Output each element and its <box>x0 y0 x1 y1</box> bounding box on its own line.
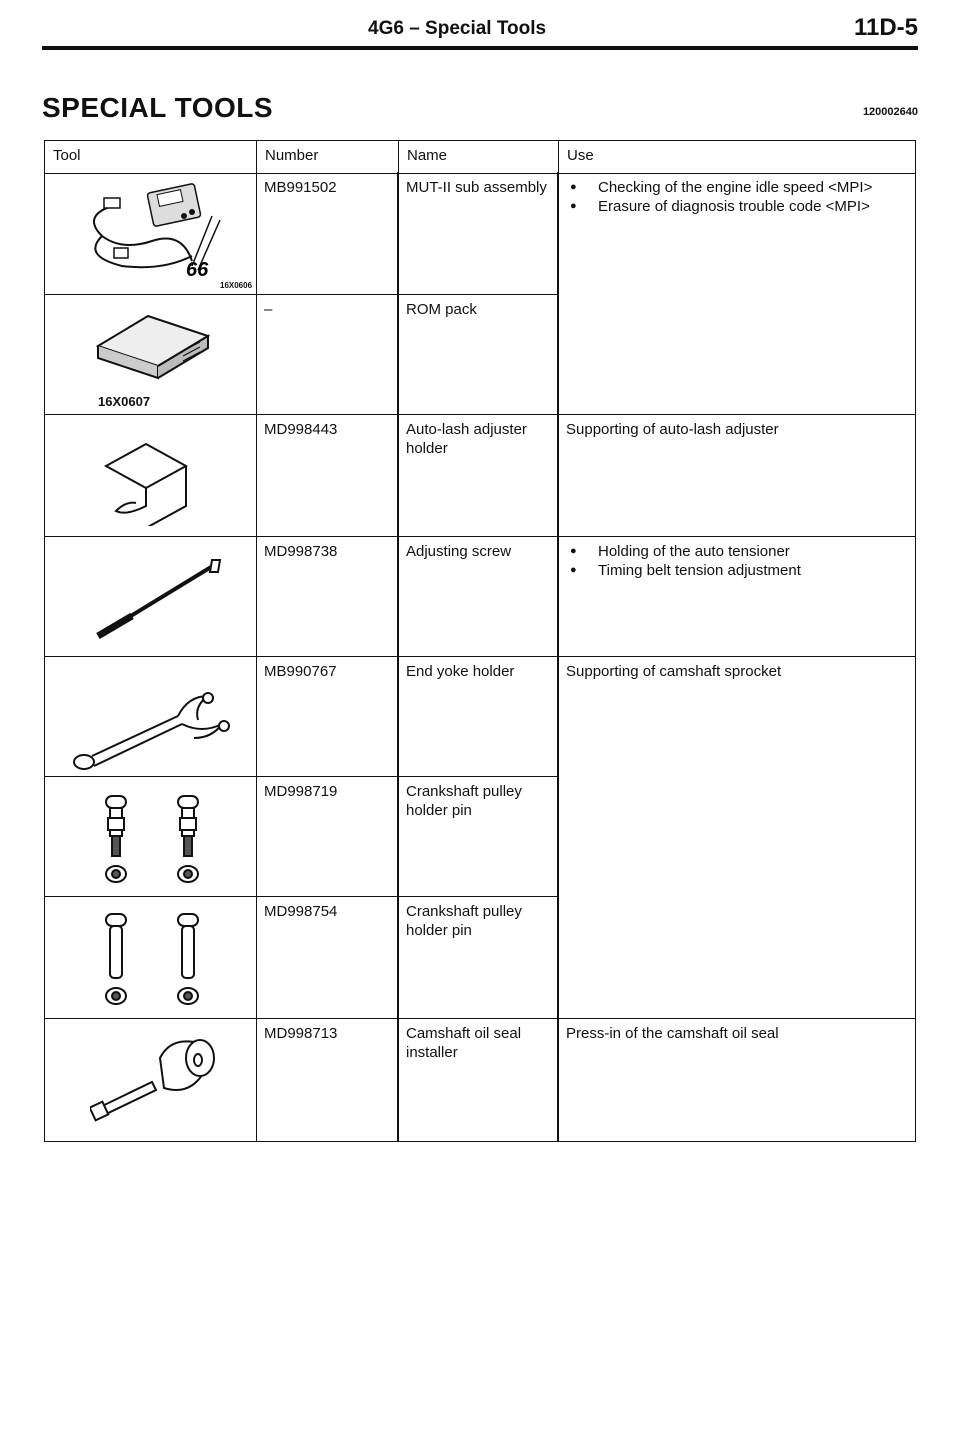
table-row <box>44 536 916 656</box>
use-item: ● Timing belt tension adjustment <box>566 561 908 580</box>
tool-name: Auto-lash adjuster holder <box>398 414 558 536</box>
tool-number: MD998719 <box>256 776 398 896</box>
oil-seal-installer-icon <box>90 1028 230 1128</box>
adjusting-screw-icon <box>92 554 232 644</box>
tool-image-cell <box>44 172 256 294</box>
table-header <box>45 141 915 174</box>
col-header-tool: Tool <box>45 141 257 173</box>
tool-number: MB990767 <box>256 656 398 776</box>
col-header-use: Use <box>567 147 594 164</box>
rom-pack-icon <box>88 306 218 386</box>
tool-number: MD998443 <box>256 414 398 536</box>
header-rule <box>42 46 918 50</box>
tool-name: Adjusting screw <box>398 536 558 656</box>
table-row <box>44 776 916 896</box>
tool-name: Crankshaft pulley holder pin <box>398 896 558 1018</box>
tool-use-empty <box>558 294 916 414</box>
col-header-number: Number <box>257 141 399 173</box>
tool-image-cell <box>44 776 256 896</box>
tool-number: MD998754 <box>256 896 398 1018</box>
tool-image-cell <box>44 896 256 1018</box>
tool-use <box>558 172 916 294</box>
table-row <box>44 656 916 776</box>
tool-name: MUT-II sub assembly <box>398 172 558 294</box>
tool-number: – <box>256 294 398 414</box>
tool-use-empty <box>558 776 916 896</box>
tool-name: End yoke holder <box>398 656 558 776</box>
holder-pin-icon <box>84 790 224 890</box>
tool-number: MD998713 <box>256 1018 398 1142</box>
tool-use: Press-in of the camshaft oil seal <box>566 1025 779 1042</box>
use-item: ● Checking of the engine idle speed <MPI> <box>566 178 908 197</box>
auto-lash-holder-icon <box>96 436 206 526</box>
table-row <box>44 294 916 414</box>
tool-use: Supporting of auto-lash adjuster <box>566 421 779 438</box>
use-item: ● Holding of the auto tensioner <box>566 542 908 561</box>
tool-name: Camshaft oil seal installer <box>398 1018 558 1142</box>
image-label: 16X0606 <box>220 281 253 290</box>
image-label: 16X0607 <box>98 394 151 409</box>
tool-name: Crankshaft pulley holder pin <box>398 776 558 896</box>
table-row <box>44 414 916 536</box>
tool-image-cell <box>44 294 256 414</box>
tool-number: MB991502 <box>256 172 398 294</box>
page-number: 11D-5 <box>853 14 918 41</box>
table-row <box>44 896 916 1018</box>
tool-number: MD998738 <box>256 536 398 656</box>
tool-image-cell <box>44 414 256 536</box>
tool-use-empty <box>558 896 916 1018</box>
use-item: ● Erasure of diagnosis trouble code <MPI> <box>566 197 908 216</box>
tool-name: ROM pack <box>398 294 558 414</box>
table-row <box>44 1018 916 1142</box>
section-code: 120002640 <box>862 106 918 118</box>
table-body <box>44 172 916 1142</box>
end-yoke-holder-icon <box>68 676 238 776</box>
section-title: SPECIAL TOOLS <box>42 92 274 123</box>
table-row <box>44 172 916 294</box>
tool-image-cell <box>44 536 256 656</box>
mut-ii-tester-icon <box>52 176 248 286</box>
header-title: 4G6 – Special Tools <box>368 18 547 39</box>
col-header-name: Name <box>399 141 559 173</box>
tool-use: Supporting of camshaft sprocket <box>566 663 782 680</box>
tool-image-cell <box>44 656 256 776</box>
tool-use <box>558 536 916 656</box>
holder-pin-icon <box>84 908 224 1008</box>
tool-image-cell <box>44 1018 256 1142</box>
svg-text:66: 66 <box>186 259 209 281</box>
